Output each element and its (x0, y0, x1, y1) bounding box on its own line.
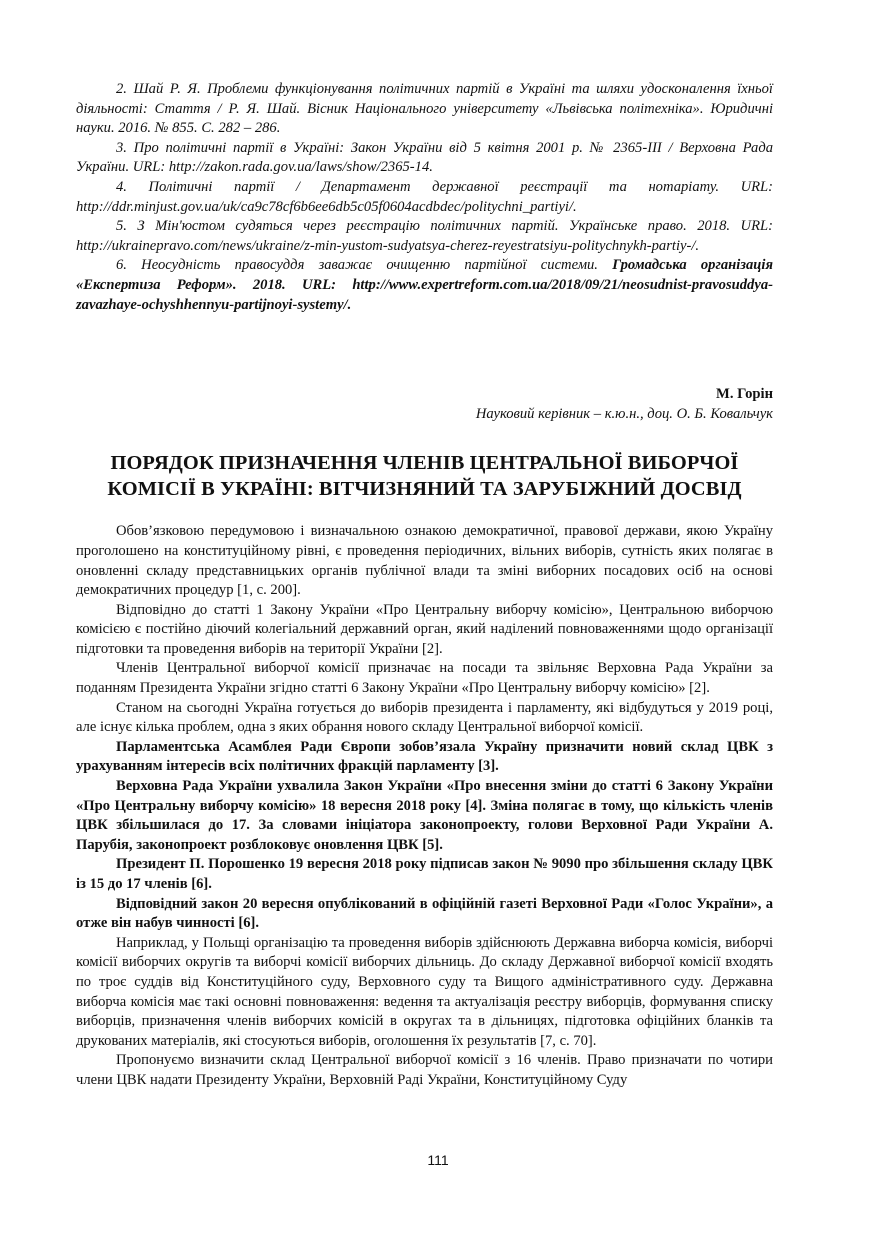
article-title (76, 450, 773, 502)
body-paragraph: Пропонуємо визначити склад Центральної виборчої комісії з 16 членів. Право призначати по чотири члени ЦВК надати Президенту України, Верховній Раді України, Конституційному Суду (76, 1052, 773, 1088)
document-page (76, 80, 773, 1091)
body-paragraph: Наприклад, у Польщі організацію та проведення виборів здійснюють Державна виборча комісія, виборчі комісії виборчих округів та виборчі комісії виборчих дільниць. До складу Державної виборчої комісії входять по троє суддів від Конституційного суду, Верховного суду та Вищого адміністративного суду. Державна виборча комісія має такі основні повноваження: ведення та актуалізація реєстру виборців, формування списку виборців, призначення членів виборчих комісій в округах та в дільницях, підготовка офіційних бланків та друкованих матеріалів, які стосуються виборів, оголошення їх результатів [7, с. 70]. (76, 934, 773, 1049)
body-paragraph: Парламентська Асамблея Ради Європи зобов’язала Україну призначити новий склад ЦВК з урахуванням інтересів всіх політичних фракцій парламенту [3]. (76, 738, 773, 775)
body-paragraph: Станом на сьогодні Україна готується до виборів президента і парламенту, які відбудуться у 2019 році, але існує кілька проблем, одна з яких обрання нового складу Центральної виборчої комісії. (76, 699, 773, 736)
scientific-advisor: Науковий керівник – к.ю.н., доц. О. Б. Ковальчук (475, 405, 773, 422)
page-number: 111 (427, 1152, 449, 1168)
reference-source: Громадська організація «Експертиза Реформ». 2018. URL: http://www.expertreform.com.ua/2018/09/21/neosudnist-pravosuddya-zavazhaye-ochyshhennyu-partijnoyi-systemy/. (76, 257, 773, 313)
article-body (76, 522, 773, 1090)
reference-item: 2. Шай Р. Я. Проблеми функціонування політичних партій в Україні та шляхи удосконалення їхньої діяльності: Стаття / Р. Я. Шай. Вісник Національного університету «Львівська політехніка». Юридичні науки. 2016. № 855. С. 282 – 286. (76, 81, 773, 137)
reference-item: 5. З Мін'юстом судяться через реєстрацію політичних партій. Українське право. 2018. URL: http://ukrainepravo.com/news/ukraine/z-min-yustom-sudyatsya-cherez-reyestratsiyu-politychnykh-partiy-/. (76, 218, 773, 254)
reference-lead: 6. Неосудність правосуддя заважає очищенню партійної системи. (116, 257, 613, 274)
author-name: М. Горін (716, 386, 773, 403)
reference-item: 4. Політичні партії / Департамент державної реєстрації та нотаріату. URL: http://ddr.minjust.gov.ua/uk/ca9c78cf6b6ee6db5c05f0604acdbdec/politychni_partiyi/. (76, 178, 773, 215)
reference-item (76, 256, 773, 315)
title-line: КОМІСІЇ В УКРАЇНІ: ВІТЧИЗНЯНИЙ ТА ЗАРУБІЖНИЙ ДОСВІД (107, 478, 742, 501)
reference-item: 3. Про політичні партії в Україні: Закон України від 5 квітня 2001 р. № 2365-III / Верховна Рада України. URL: http://zakon.rada.gov.ua/laws/show/2365-14. (76, 139, 773, 176)
body-paragraph: Відповідно до статті 1 Закону України «Про Центральну виборчу комісію», Центральною виборчою комісією є постійно діючий колегіальний державний орган, який наділений повноваженнями щодо організації підготовки та проведення виборів на території України [2]. (76, 601, 773, 657)
title-line: ПОРЯДОК ПРИЗНАЧЕННЯ ЧЛЕНІВ ЦЕНТРАЛЬНОЇ ВИБОРЧОЇ (110, 452, 739, 475)
body-paragraph: Президент П. Порошенко 19 вересня 2018 року підписав закон № 9090 про збільшення складу ЦВК із 15 до 17 членів [6]. (76, 856, 773, 892)
body-paragraph: Верховна Рада України ухвалила Закон України «Про внесення зміни до статті 6 Закону України «Про Центральну виборчу комісію» 18 вересня 2018 року [4]. Зміна полягає в тому, що кількість членів ЦВК збільшилася до 17. За словами ініціатора законопроекту, голови Верховної Ради України А. Парубія, законопроект розблоковує оновлення ЦВК [5]. (76, 778, 773, 853)
body-paragraph: Членів Центральної виборчої комісії призначає на посади та звільняє Верховна Рада України за поданням Президента України згідно статті 6 Закону України «Про Центральну виборчу комісію» [2]. (76, 660, 773, 697)
body-paragraph: Відповідний закон 20 вересня опублікований в офіційній газеті Верховної Ради «Голос України», а отже він набув чинності [6]. (76, 895, 773, 932)
reference-list (76, 80, 773, 315)
body-paragraph: Обов’язковою передумовою і визначальною ознакою демократичної, правової держави, якою Україну проголошено на конституційному рівні, є проведення періодичних, вільних виборів, сутність яких полягає в оновленні складу представницьких органів публічної влади та зміні виборних посадових осіб на основі демократичних процедур [1, с. 200]. (76, 523, 773, 599)
